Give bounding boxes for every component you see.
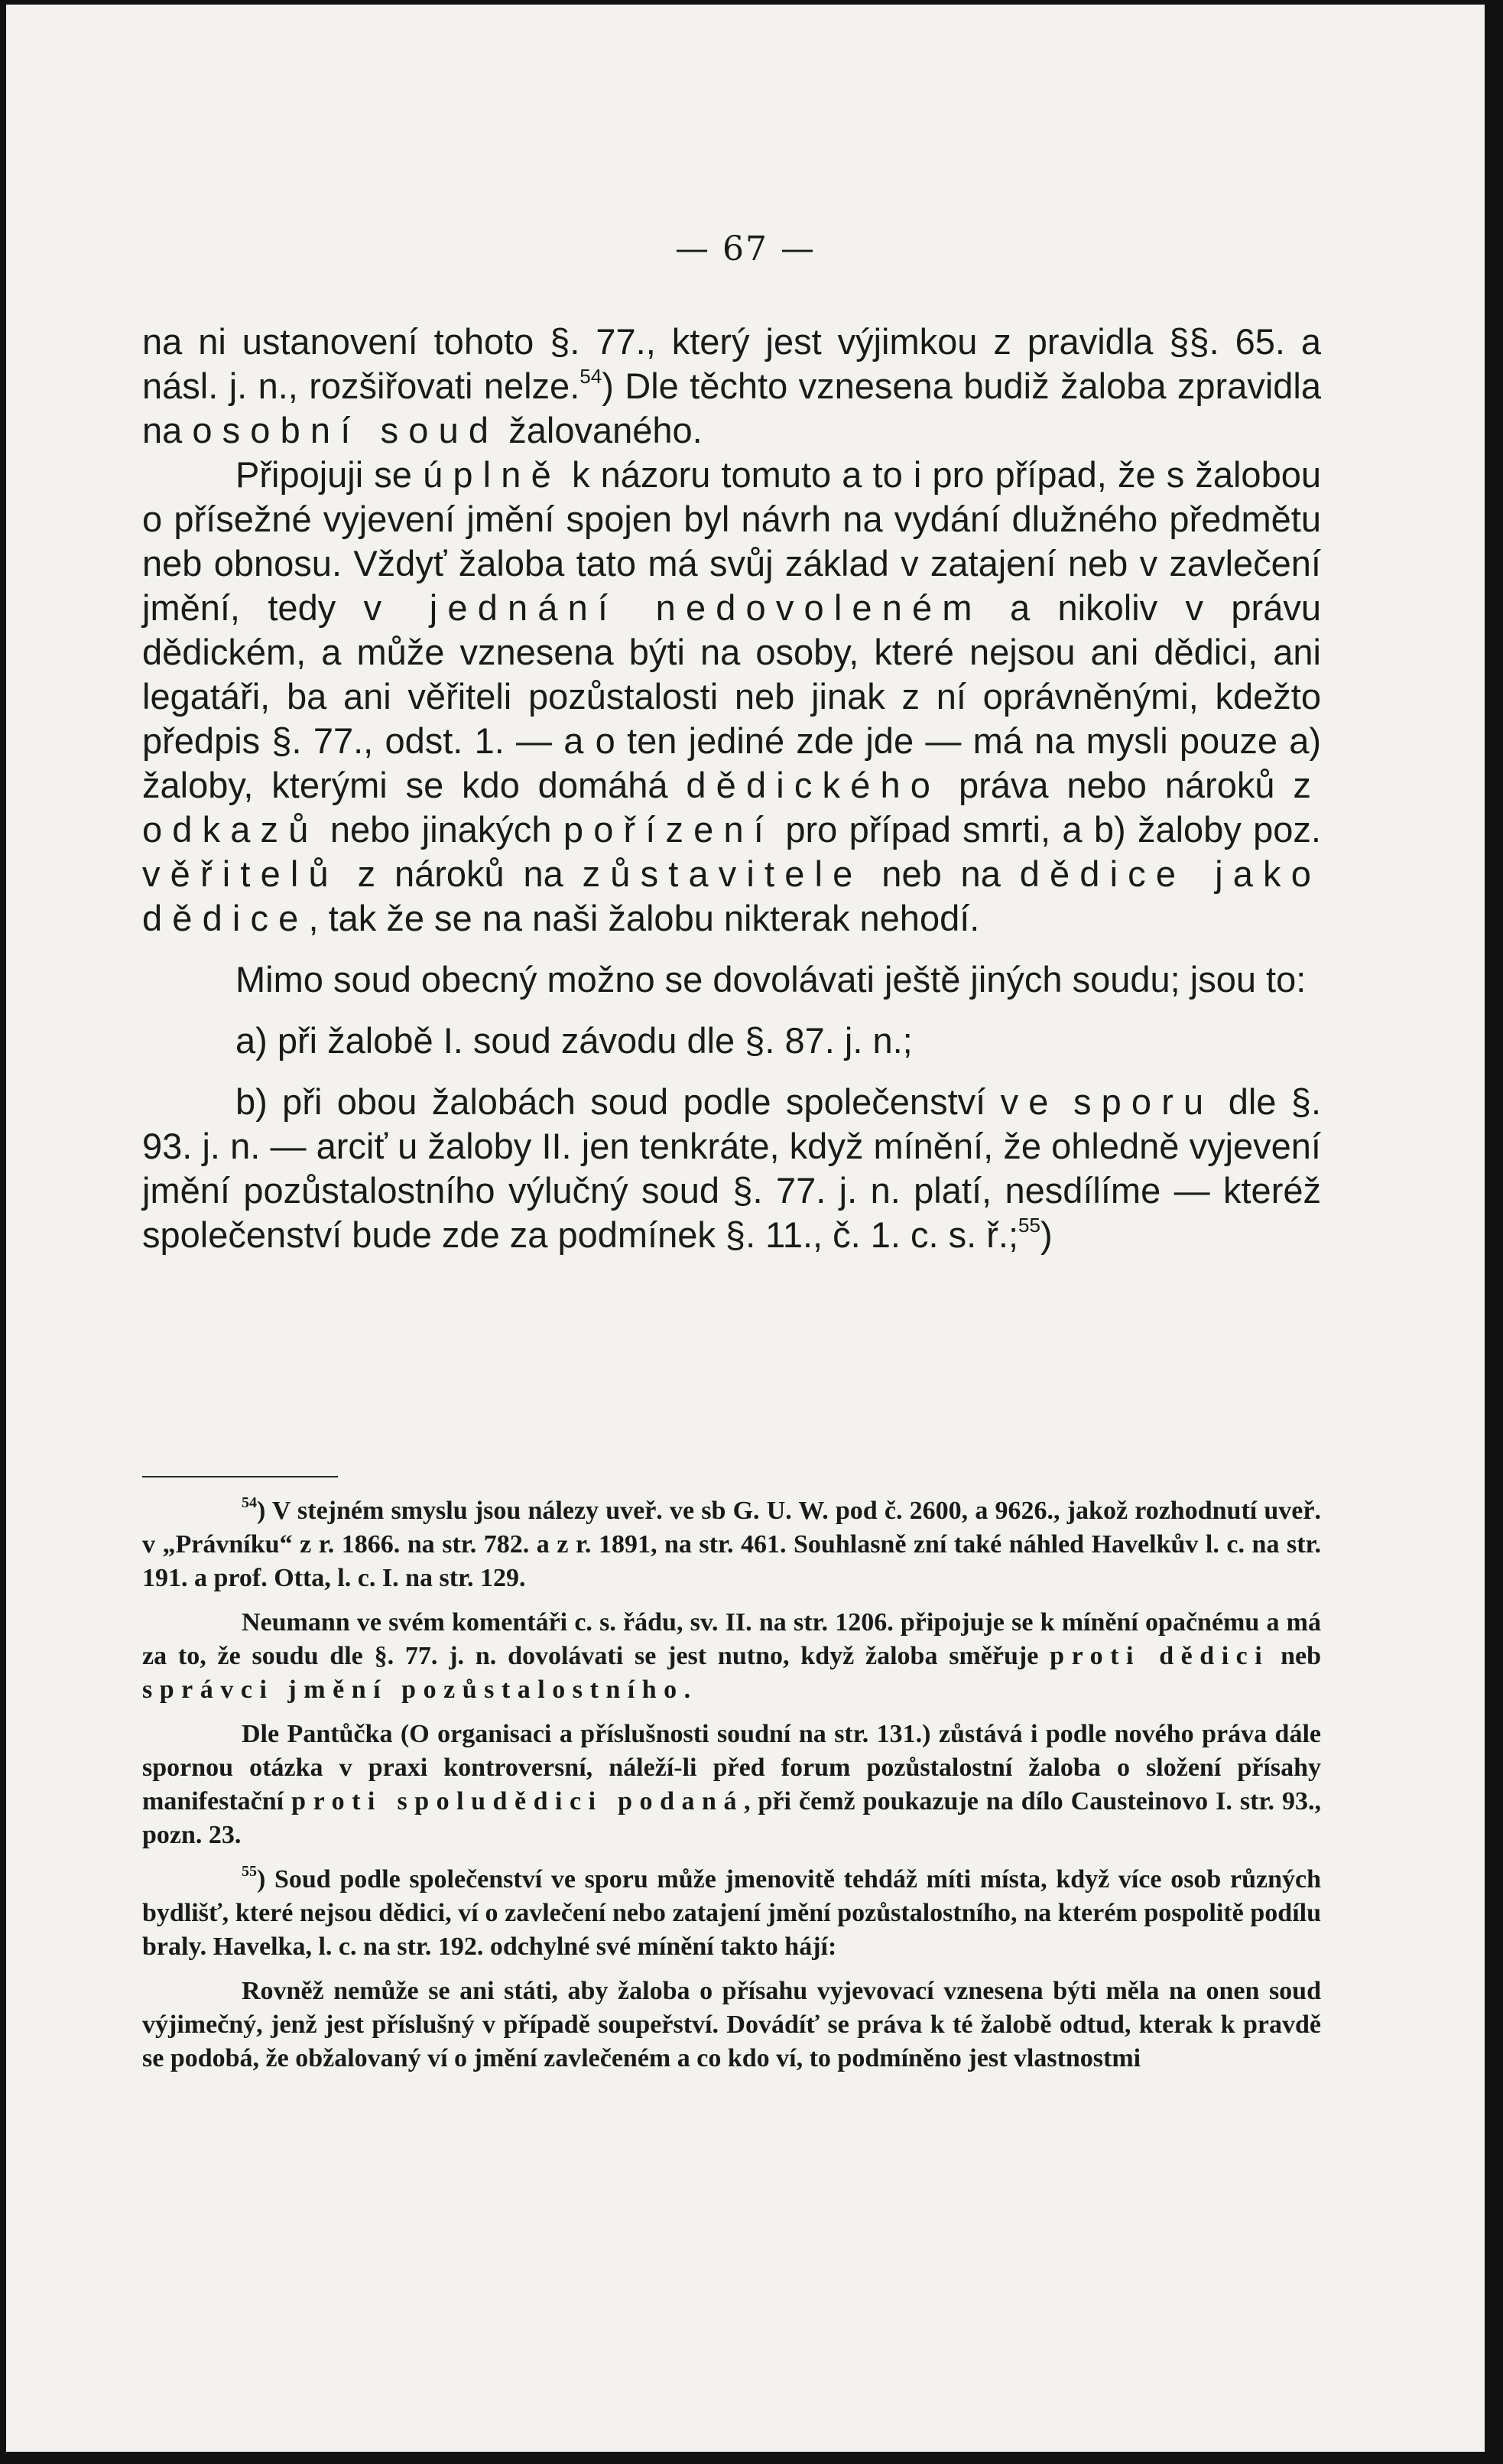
footnote-ref-55: 55 xyxy=(1018,1214,1040,1237)
paragraph-4: a) při žalobě I. soud závodu dle §. 87. j. n.; xyxy=(235,1020,913,1061)
footnotes xyxy=(142,1494,1321,2076)
footnote-54-continuation xyxy=(142,1718,1321,1852)
main-text xyxy=(142,320,1321,1257)
emphasis-spaced: dědice jako dědice xyxy=(142,853,1322,938)
text-segment: na ni ustanovení tohoto §. 77., který jest výjimkou z pravidla §§. 65. a násl. j. n., rozšiřovati nelze. xyxy=(142,321,1321,406)
book-page xyxy=(6,5,1485,2452)
text-segment: pro případ smrti, a b) žaloby poz. xyxy=(774,809,1321,850)
text-segment: z nároků na xyxy=(338,853,583,894)
text-segment: ) xyxy=(1040,1214,1053,1255)
emphasis-spaced: dědického xyxy=(686,765,941,805)
emphasis-spaced: osobní soud xyxy=(192,410,499,450)
text-segment: a nikoliv v právu dědickém, a může vznesena býti na osoby, které nejsou ani dědici, ani legatáři, ba ani věřiteli pozůstalosti neb jinak z ní oprávněnými, kdežto předpis §. 77., odst. 1. — a o ten jediné zde jde — má na mysli pouze a) žaloby, kterými se kdo domáhá xyxy=(142,587,1321,805)
emphasis-spaced: proti spoludědici podaná xyxy=(291,1787,744,1815)
footnote-number: 55 xyxy=(242,1862,257,1880)
text-segment: b) při obou žalobách soud podle společenství xyxy=(235,1081,1001,1122)
emphasis-spaced: věřitelů xyxy=(142,853,339,894)
text-segment: k názoru tomuto a to i pro případ, že s žalobou o přísežné vyjevení jmění spojen byl návrh na vydání dlužného předmětu neb obnosu. Vždyť žaloba tato má svůj základ v zatajení neb v zavlečení jmění, tedy xyxy=(142,454,1321,628)
emphasis-spaced: pořízení xyxy=(563,809,774,850)
emphasis-spaced: zůstavitele xyxy=(582,853,863,894)
footnote-54 xyxy=(142,1494,1321,1595)
emphasis-spaced: sporu xyxy=(1073,1081,1214,1122)
page-number: — 67 — xyxy=(675,229,816,268)
text-segment xyxy=(1059,1081,1073,1122)
text-segment: dle §. 93. j. n. — arciť u žaloby II. jen tenkráte, když mínění, že ohledně vyjevení jmění pozůstalostního výlučný soud §. 77. j. n. platí, nesdílíme — kteréž společenství bude zde za podmínek §. 11., č. 1. c. s. ř.; xyxy=(142,1081,1321,1255)
emphasis-spaced: ve xyxy=(1000,1081,1059,1122)
text-segment: neb na xyxy=(862,853,1020,894)
paragraph-2 xyxy=(142,453,1321,941)
paragraph-5 xyxy=(142,1080,1321,1257)
footnote-text: neb xyxy=(1269,1642,1321,1670)
footnote-text: ) Soud podle společenství ve sporu může jmenovitě tehdáž míti místa, když více osob různých bydlišť, které nejsou dědici, ví o zavlečení nebo zatajení jmění pozůstalostního, na kterém pospolitě podílu braly. Havelka, l. c. na str. 192. odchylné své mínění takto hájí: xyxy=(142,1865,1321,1961)
text-segment: nebo jinakých xyxy=(318,809,563,850)
footnote-text: Dle Pantůčka (O organisaci a příslušnosti soudní na str. 131.) zůstává i podle nového práva dále spornou otázka v praxi kontroversní, náleží-li před forum pozůstalostní žaloba o složení přísahy manifestační xyxy=(142,1720,1321,1815)
paragraph-3: Mimo soud obecný možno se dovolávati ještě jiných soudu; jsou to: xyxy=(235,959,1307,1000)
footnote-54-continuation xyxy=(142,1606,1321,1707)
footnote-number: 54 xyxy=(242,1494,257,1511)
footnote-text: , při čemž poukazuje na dílo Causteinovo I. str. 93., pozn. 23. xyxy=(142,1787,1321,1849)
text-segment: ) Dle těchto vznesena budiž žaloba zpravidla na xyxy=(142,366,1321,450)
emphasis-spaced: úplně xyxy=(423,454,561,495)
emphasis-spaced: správci jmění pozůstalostního xyxy=(142,1676,684,1704)
text-segment: práva nebo nároků xyxy=(940,765,1294,805)
text-segment: žalovaného. xyxy=(498,410,703,450)
text-segment: Připojuji se xyxy=(235,454,424,495)
footnote-ref-54: 54 xyxy=(579,365,602,388)
footnote-divider xyxy=(142,1476,338,1477)
footnote-text: . xyxy=(683,1676,691,1704)
emphasis-spaced: z odkazů xyxy=(142,765,1321,850)
emphasis-spaced: proti dědici xyxy=(1050,1642,1270,1670)
footnote-55-continuation: Rovněž nemůže se ani státi, aby žaloba o přísahu vyjevovací vznesena býti měla na onen soud výjimečný, jenž jest příslušný v případě soupeřství. Dovádíť se práva k té žalobě odtud, kterak k pravdě se podobá, že obžalovaný ví o jmění zavlečeném a co kdo ví, to podmíněno jest vlastnostmi xyxy=(142,1977,1321,2072)
text-segment: , tak že se na naši žalobu nikterak nehodí. xyxy=(308,898,980,938)
footnote-text: Neumann ve svém komentáři c. s. řádu, sv. II. na str. 1206. připojuje se k mínění opačnému a má za to, že soudu dle §. 77. j. n. dovolávati se jest nutno, když žaloba směřuje xyxy=(142,1608,1321,1670)
emphasis-spaced: v jednání nedovoleném xyxy=(363,587,982,628)
footnote-text: ) V stejném smyslu jsou nálezy uveř. ve sb G. U. W. pod č. 2600, a 9626., jakož rozhodnutí uveř. v „Právníku“ z r. 1866. na str. 782. a z r. 1891, na str. 461. Souhlasně zní také náhled Havelkův l. c. na str. 191. a prof. Otta, l. c. I. na str. 129. xyxy=(142,1497,1321,1592)
paragraph-1 xyxy=(142,320,1321,453)
footnote-55 xyxy=(142,1863,1321,1964)
